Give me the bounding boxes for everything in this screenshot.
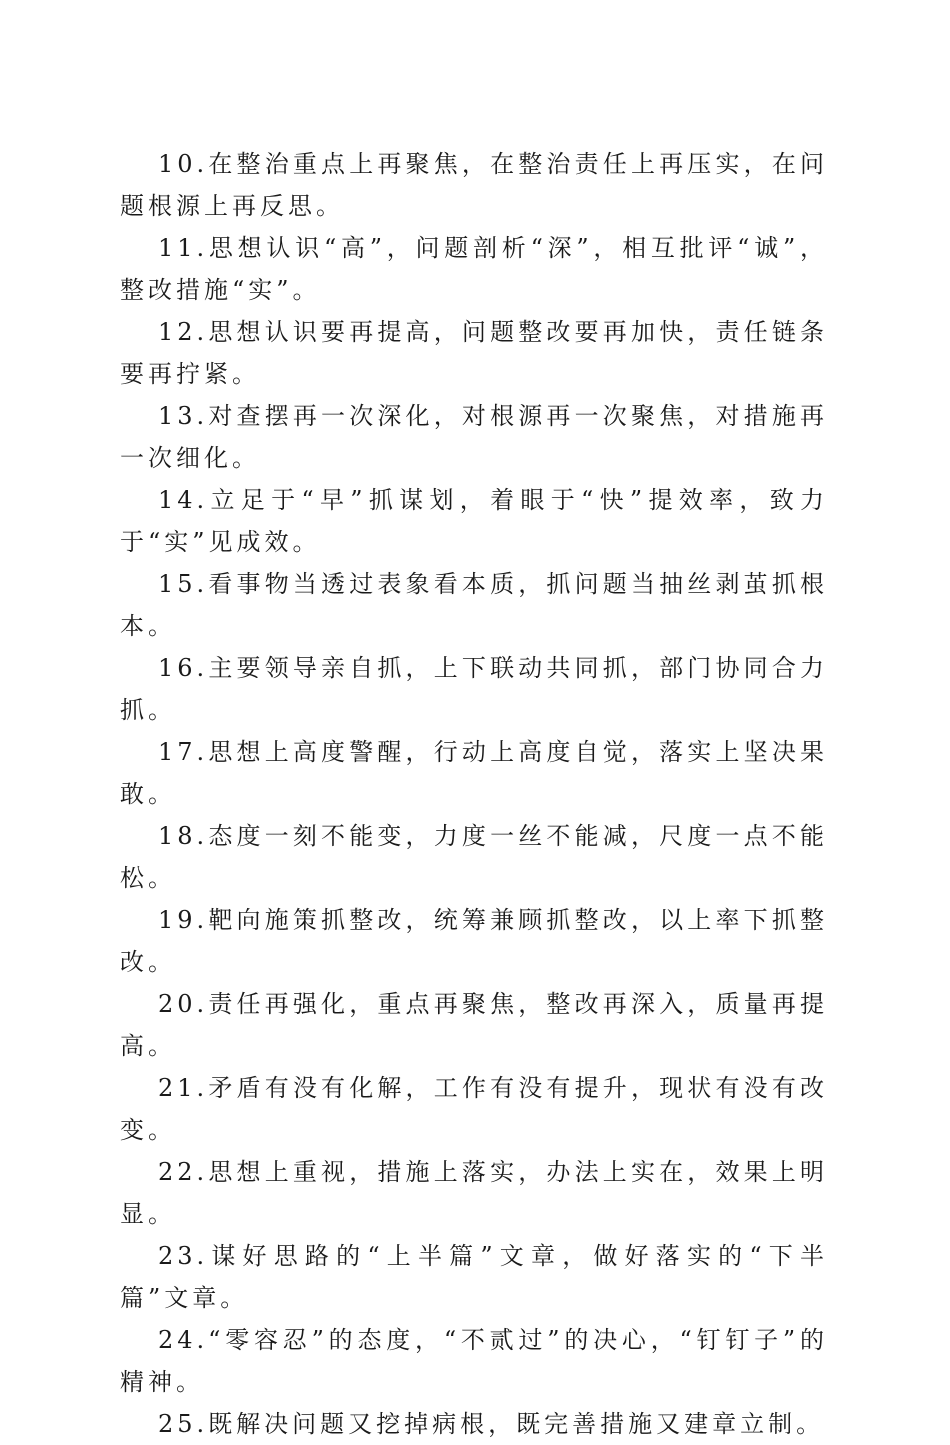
- list-item-21: 21.矛盾有没有化解，工作有没有提升，现状有没有改变。: [120, 1074, 828, 1144]
- list-item-15: 15.看事物当透过表象看本质，抓问题当抽丝剥茧抓根本。: [120, 570, 828, 640]
- list-item-22: 22.思想上重视，措施上落实，办法上实在，效果上明显。: [120, 1158, 828, 1228]
- document-body: [120, 143, 828, 1445]
- list-item-25: 25.既解决问题又挖掉病根，既完善措施又建章立制。: [158, 1410, 825, 1438]
- list-item-14: 14.立足于“早”抓谋划，着眼于“快”提效率，致力于“实”见成效。: [120, 486, 828, 556]
- list-item-18: 18.态度一刻不能变，力度一丝不能减，尺度一点不能松。: [120, 822, 828, 892]
- list-item-10: 10.在整治重点上再聚焦，在整治责任上再压实，在问题根源上再反思。: [120, 150, 828, 220]
- list-item-23: 23.谋好思路的“上半篇”文章，做好落实的“下半篇”文章。: [120, 1242, 828, 1312]
- list-item-24: 24.“零容忍”的态度，“不贰过”的决心，“钉钉子”的精神。: [120, 1326, 828, 1396]
- list-item-11: 11.思想认识“高”，问题剖析“深”，相互批评“诚”，整改措施“实”。: [120, 234, 828, 304]
- list-item-17: 17.思想上高度警醒，行动上高度自觉，落实上坚决果敢。: [120, 738, 828, 808]
- list-item-16: 16.主要领导亲自抓，上下联动共同抓，部门协同合力抓。: [120, 654, 828, 724]
- list-item-12: 12.思想认识要再提高，问题整改要再加快，责任链条要再拧紧。: [120, 318, 828, 388]
- list-item-19: 19.靶向施策抓整改，统筹兼顾抓整改，以上率下抓整改。: [120, 906, 828, 976]
- list-item-20: 20.责任再强化，重点再聚焦，整改再深入，质量再提高。: [120, 990, 828, 1060]
- list-item-13: 13.对查摆再一次深化，对根源再一次聚焦，对措施再一次细化。: [120, 402, 828, 472]
